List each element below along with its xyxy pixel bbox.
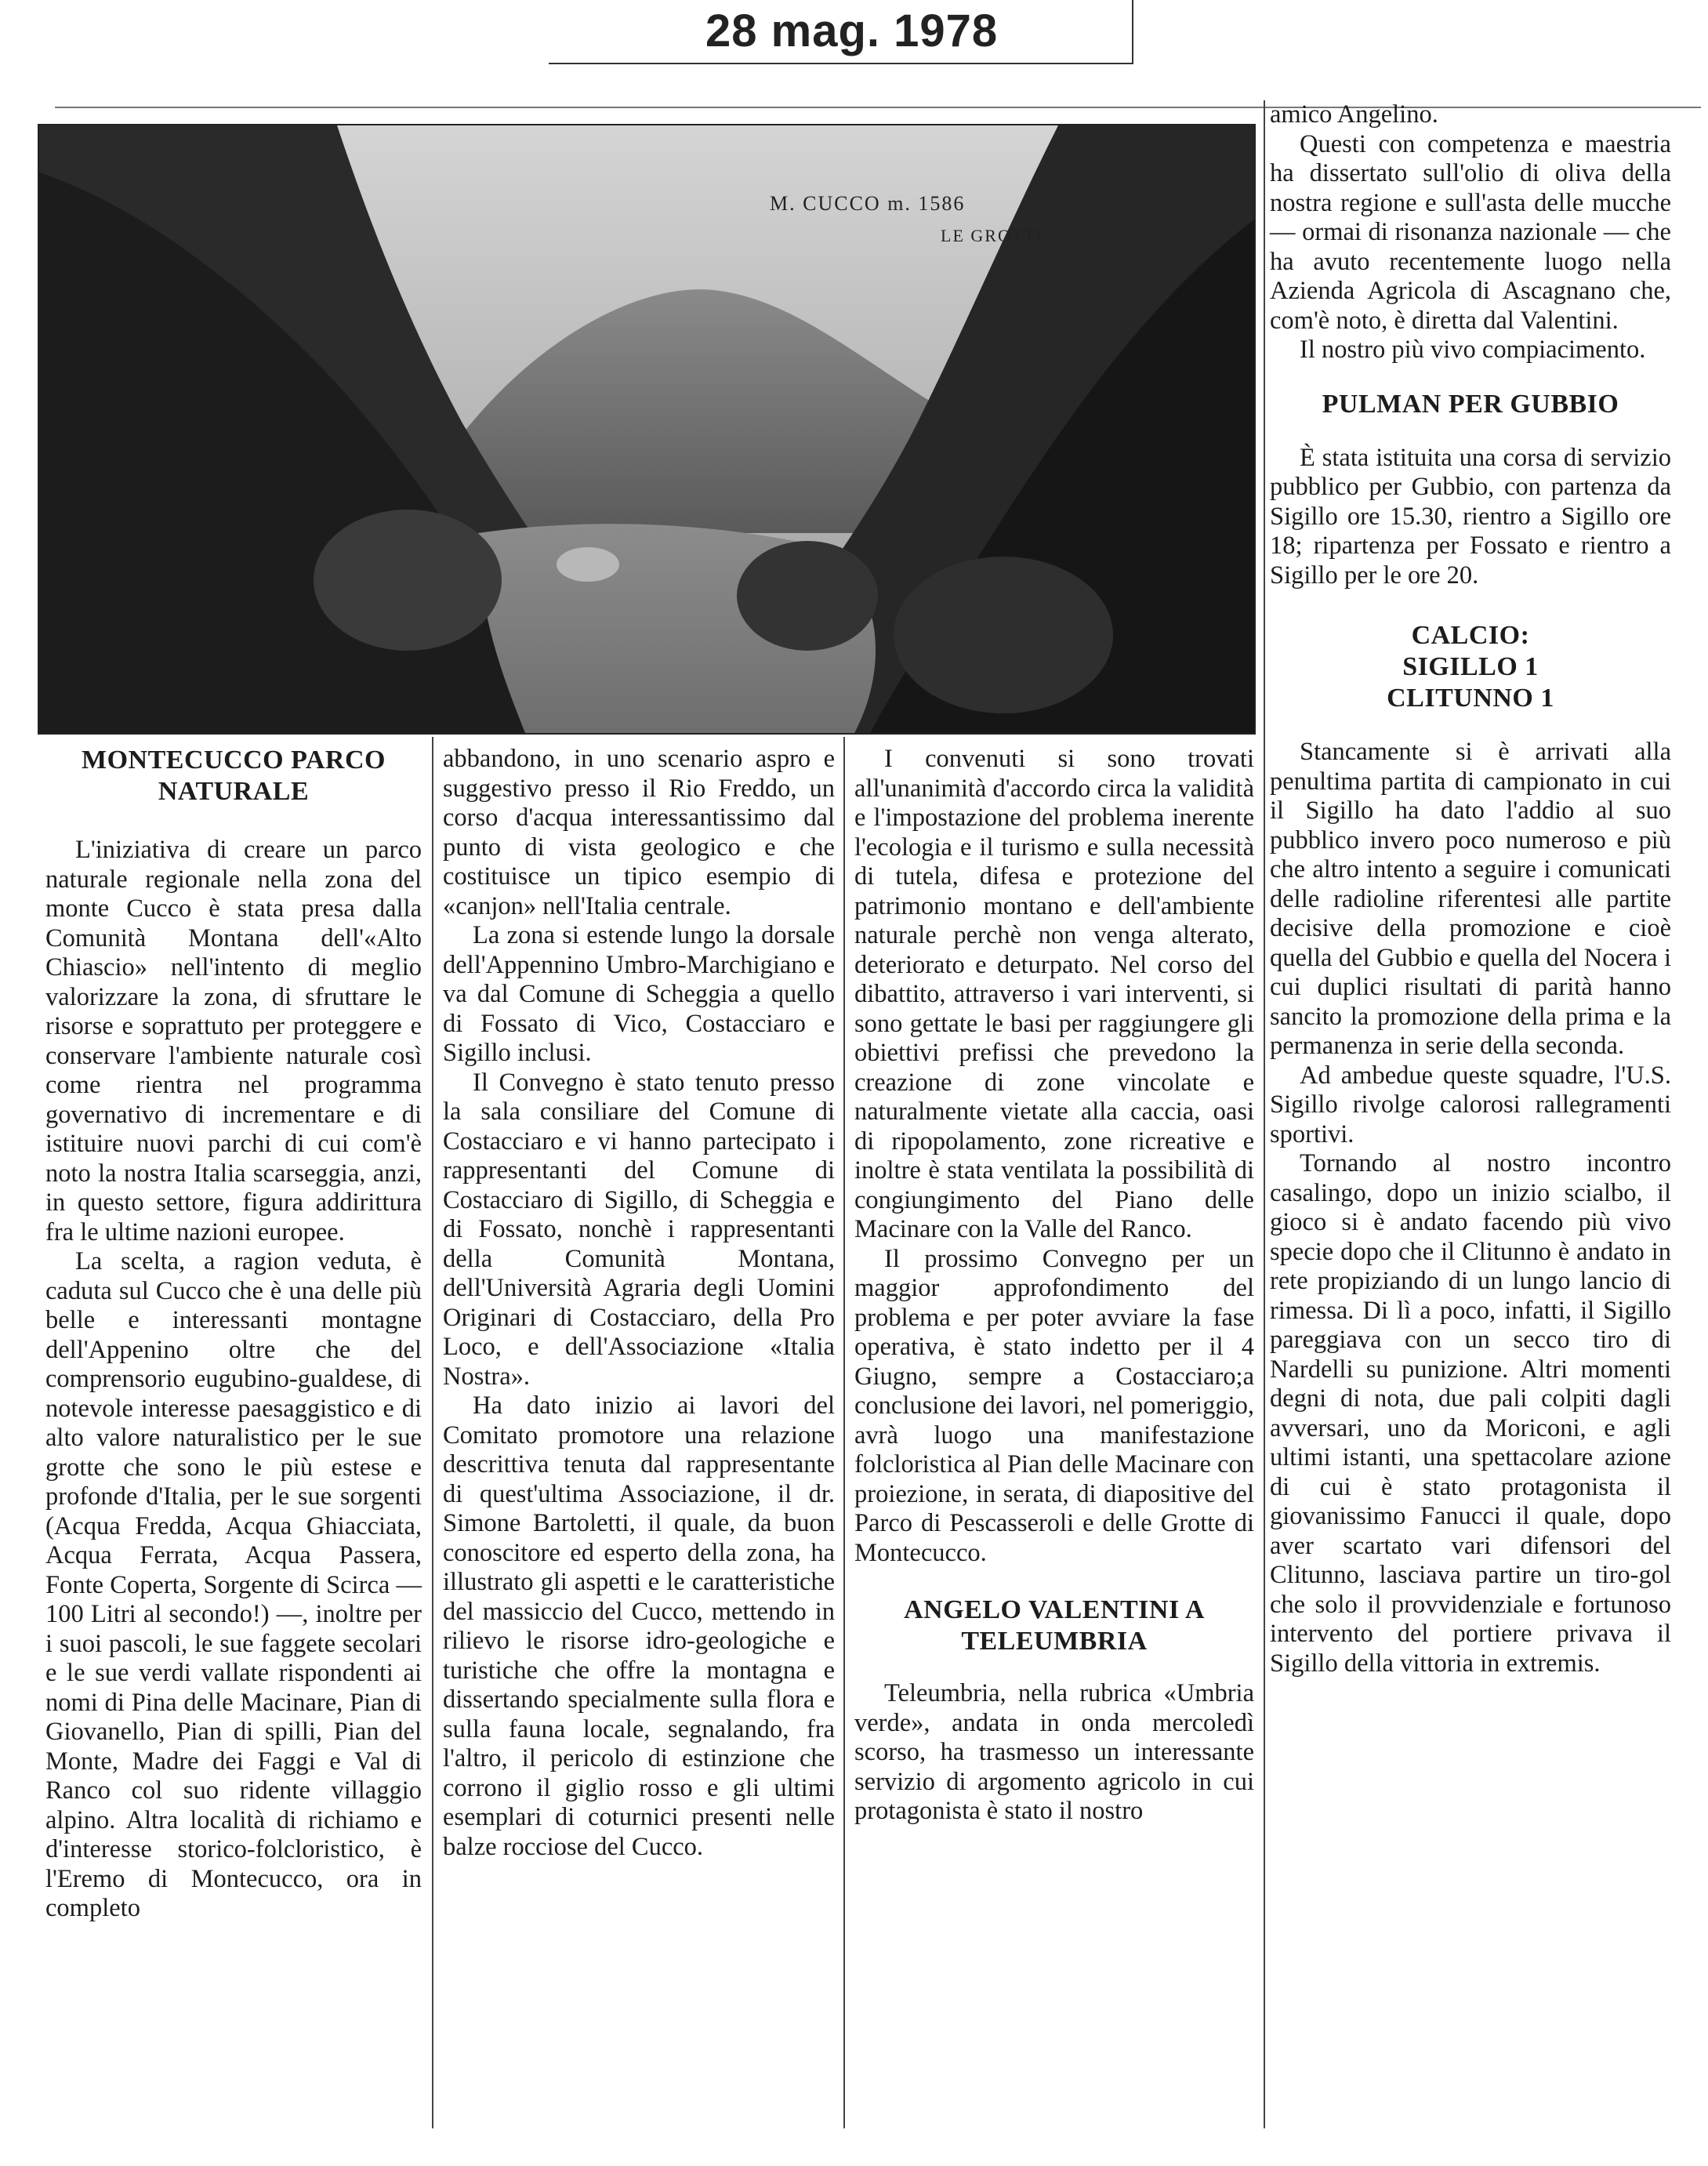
paragraph: Questi con competenza e maestria ha dissertato sull'olio di oliva della nostra regione e sull'asta delle mucche — ormai di risonanza nazionale — che ha avuto recentemente luogo nella Azienda Agricola di Ascagnano che, com'è noto, è diretta dal Valentini.	[1270, 129, 1671, 335]
calcio-title-line: CALCIO:	[1411, 621, 1530, 650]
date-stamp: 28 mag. 1978	[705, 5, 999, 56]
calcio-title-line: SIGILLO 1	[1402, 652, 1539, 681]
column-1	[45, 745, 422, 1924]
paragraph: La scelta, a ragion veduta, è caduta sul Cucco che è una delle più belle e interessanti montagne dell'Appenino oltre che del comprensorio eugubino-gualdese, di notevole interesse paesaggistico e di alto valore naturalistico per le sue grotte che sono le più estese e profonde d'Italia, per le sue sorgenti (Acqua Fredda, Acqua Ghiacciata, Acqua Ferrata, Acqua Passera, Fonte Coperta, Sorgente di Scirca — 100 Litri al secondo!) —, inoltre per i suoi pascoli, le sue faggete secolari e le sue verdi vallate rispondenti ai nomi di Pina delle Macinare, Pian di Giovanello, Pian di spilli, Pian del Monte, Madre dei Faggi e Val di Ranco col suo ridente villaggio alpino. Altra località di richiamo e d'interesse storico-folcloristico, è l'Eremo di Montecucco, ora in completo	[45, 1247, 422, 1922]
article-title-pulman: PULMAN PER GUBBIO	[1322, 389, 1619, 419]
paragraph: I convenuti si sono trovati all'unanimità d'accordo circa la validità e l'impostazione del problema inerente l'ecologia e il turismo e sulla necessità di tutela, difesa e protezione del patrimonio montano e dell'ambiente naturale perchè non venga alterato, deteriorato e deturpato. Nel corso del dibattito, attraverso i vari interventi, si sono gettate le basi per raggiungere gli obiettivi prefissi che prevedono la creazione di zone vincolate e naturalmente vietate alla caccia, oasi di ripopolamento, zone ricreative e inoltre è stata ventilata la possibilità di congiungimento del Piano delle Macinare con la Valle del Ranco.	[854, 745, 1254, 1243]
paragraph: Il nostro più vivo compiacimento.	[1300, 336, 1646, 364]
paragraph: Teleumbria, nella rubrica «Umbria verde», andata in onda mercoledì scorso, ha trasmesso un interessante servizio di argomento agricolo in cui protagonista è stato il nostro	[854, 1679, 1254, 1825]
column-divider	[843, 737, 845, 2128]
photo-caption-caves: LE GROTTE	[941, 226, 1049, 245]
date-stamp-box	[549, 0, 1133, 64]
paragraph: Ha dato inizio ai lavori del Comitato promotore una relazione descrittiva tenuta dal rappresentante di quest'ultima Associazione, il dr. Simone Bartoletti, il quale, da buon conoscitore ed esperto della zona, ha illustrato gli aspetti e le caratteristiche del massiccio del Cucco, mettendo in rilievo le risorse idro-geologiche e turistiche che offre la montagna e dissertando specialmente sulla flora e sulla fauna locale, segnalando, fra l'altro, il pericolo di estinzione che corrono il giglio rosso e gli ultimi esemplari di coturnici presenti nelle balze rocciose del Cucco.	[443, 1391, 835, 1861]
article-title-montecucco: MONTECUCCO PARCO NATURALE	[82, 746, 386, 806]
article-title-valentini: ANGELO VALENTINI A TELEUMBRIA	[904, 1595, 1205, 1656]
column-2	[443, 745, 835, 1862]
photo-caption-peak: M. CUCCO m. 1586	[770, 192, 966, 215]
landscape-photo-graphic	[39, 125, 1254, 733]
paragraph: La zona si estende lungo la dorsale dell'Appennino Umbro-Marchigiano e va dal Comune di Scheggia a quello di Fossato di Vico, Costacciaro e Sigillo inclusi.	[443, 921, 835, 1067]
paragraph: L'iniziativa di creare un parco naturale regionale nella zona del monte Cucco è stata presa dalla Comunità Montana dell'«Alto Chiascio» nell'intento di meglio valorizzare la zona, di sfruttare le risorse e soprattuto per proteggere e conservare l'ambiente naturale così come rientra nel programma governativo di incrementare e di istituire nuovi parchi di cui com'è noto la nostra Italia scarseggia, anzi, in questo settore, figura addirittura fra le ultime nazioni europee.	[45, 836, 422, 1246]
article-title-calcio	[1270, 620, 1671, 714]
paragraph: Tornando al nostro incontro casalingo, dopo un inizio scialbo, il gioco si è andato facendo più vivo specie dopo che il Clitunno è andato in rete propiziando di un lungo lancio di rimessa. Di lì a poco, infatti, il Sigillo pareggiava con un secco tiro di Nardelli su punizione. Altri momenti degni di nota, due pali colpiti dagli avversari, uno da Moriconi, e agli ultimi istanti, una spettacolare azione di cui è stato protagonista il giovanissimo Fanucci il quale, dopo aver scartato vari difensori del Clitunno, lasciava partire un tiro-gol che solo il provvidenziale e fortunoso intervento del portiere privava il Sigillo della vittoria in extremis.	[1270, 1149, 1671, 1678]
paragraph: Il Convegno è stato tenuto presso la sala consiliare del Comune di Costacciaro e vi hanno partecipato i rappresentanti del Comune di Costacciaro di Sigillo, di Scheggia e di Fossato, nonchè i rappresentanti della Comunità Montana, dell'Università Agraria degli Uomini Originari di Costacciaro, della Pro Loco, e dell'Associazione «Italia Nostra».	[443, 1068, 835, 1391]
column-3	[854, 745, 1254, 1827]
paragraph: Stancamente si è arrivati alla penultima partita di campionato in cui il Sigillo ha dato l'addio al suo pubblico invero poco numeroso e più che altro intento a seguire i comunicati delle radioline riferentesi alle partite decisive della promozione e cioè quella del Gubbio e quella del Nocera i cui duplici risultati di parità hanno sancito la promozione della prima e la permanenza in serie della seconda.	[1270, 738, 1671, 1060]
paragraph: È stata istituita una corsa di servizio pubblico per Gubbio, con partenza da Sigillo ore 15.30, rientro a Sigillo ore 18; ripartenza per Fossato e rientro a Sigillo per le ore 20.	[1270, 443, 1671, 590]
paragraph: Ad ambedue queste squadre, l'U.S. Sigillo rivolge calorosi rallegramenti sportivi.	[1270, 1061, 1671, 1148]
calcio-title-line: CLITUNNO 1	[1387, 684, 1554, 713]
paragraph: Il prossimo Convegno per un maggior approfondimento del problema e per poter avviare la fase operativa, è stato indetto per il 4 Giugno, sempre a Costacciaro;a conclusione dei lavori, nel pomeriggio, avrà luogo una manifestazione folcloristica al Pian delle Macinare con proiezione, in serata, di diapositive del Parco di Pescasseroli e delle Grotte di Montecucco.	[854, 1244, 1254, 1567]
paragraph: amico Angelino.	[1270, 100, 1438, 129]
paragraph: abbandono, in uno scenario aspro e suggestivo presso il Rio Freddo, un corso d'acqua interessantissimo dal punto di vista geologico e che costituisce un tipico esempio di «canjon» nell'Italia centrale.	[443, 745, 835, 920]
column-4	[1270, 100, 1671, 1678]
column-divider	[1264, 100, 1265, 2128]
landscape-photo	[38, 124, 1256, 735]
column-divider	[432, 737, 433, 2128]
